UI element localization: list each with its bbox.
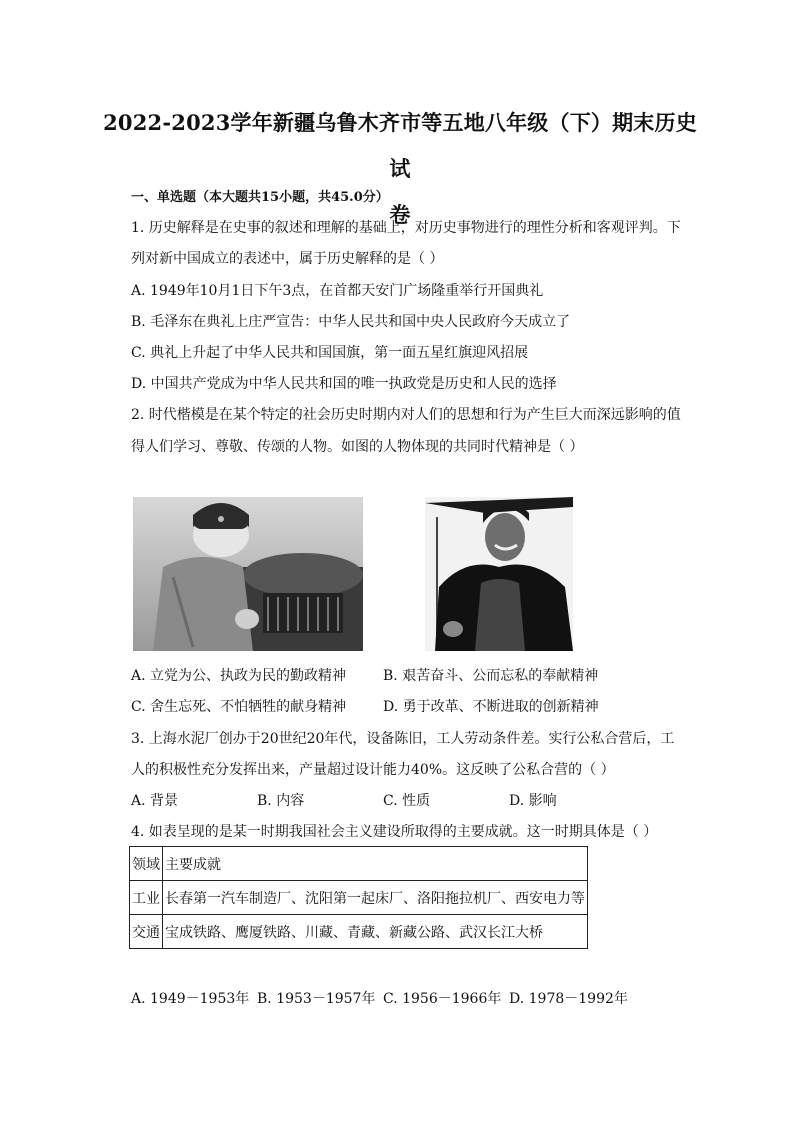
q1-option-b: B. 毛泽东在典礼上庄严宣告：中华人民共和国中央人民政府今天成立了 [131,314,571,330]
table-row [130,915,588,949]
table-cell: 长春第一汽车制造厂、沈阳第一起床厂、洛阳拖拉机厂、西安电力等 [163,881,588,915]
q1-option-d: D. 中国共产党成为中华人民共和国的唯一执政党是历史和人民的选择 [131,376,557,392]
title-line-2: 卷 [389,202,411,227]
table-cell: 宝成铁路、鹰厦铁路、川藏、青藏、新藏公路、武汉长江大桥 [163,915,588,949]
q4-option-d: D. 1978－1992年 [509,991,628,1007]
section-heading: 一、单选题（本大题共15小题，共45.0分） [131,190,389,205]
table-header-cell: 主要成就 [163,847,588,881]
q2-option-d: D. 勇于改革、不断进取的创新精神 [383,699,599,715]
q3-option-d: D. 影响 [509,793,557,809]
photo-soldier-truck [133,497,363,651]
q4-option-c: C. 1956－1966年 [383,991,502,1007]
q1-option-c: C. 典礼上升起了中华人民共和国国旗，第一面五星红旗迎风招展 [131,345,529,361]
q3-stem-line-1: 3. 上海水泥厂创办于20世纪20年代，设备陈旧，工人劳动条件差。实行公私合营后，工 [131,731,675,747]
q4-stem-line-1: 4. 如表呈现的是某一时期我国社会主义建设所取得的主要成就。这一时期具体是（ ） [131,824,658,840]
q2-option-a: A. 立党为公、执政为民的勤政精神 [131,668,347,684]
achievements-table [129,846,588,949]
q1-option-a: A. 1949年10月1日下午3点，在首都天安门广场隆重举行开国典礼 [131,283,544,299]
table-cell: 交通 [130,915,163,949]
table-cell: 工业 [130,881,163,915]
q4-option-b: B. 1953－1957年 [257,991,376,1007]
q1-stem-line-1: 1. 历史解释是在史事的叙述和理解的基础上，对历史事物进行的理性分析和客观评判。下 [131,220,681,236]
title-line-1: 2022-2023学年新疆乌鲁木齐市等五地八年级（下）期末历史试 [103,110,697,181]
q3-option-b: B. 内容 [257,793,305,809]
photo-man-portrait [425,497,573,651]
q4-option-a: A. 1949－1953年 [131,991,250,1007]
table-header-cell: 领域 [130,847,163,881]
q2-option-c: C. 舍生忘死、不怕牺牲的献身精神 [131,699,347,715]
q2-stem-line-1: 2. 时代楷模是在某个特定的社会历史时期内对人们的思想和行为产生巨大而深远影响的值 [131,407,681,423]
q3-option-a: A. 背景 [131,793,179,809]
q2-stem-line-2: 得人们学习、尊敬、传颂的人物。如图的人物体现的共同时代精神是（ ） [131,439,584,455]
table-header-row [130,847,588,881]
q3-stem-line-2: 人的积极性充分发挥出来，产量超过设计能力40%。这反映了公私合营的（ ） [131,762,615,778]
q3-option-c: C. 性质 [383,793,431,809]
q2-option-b: B. 艰苦奋斗、公而忘私的奉献精神 [383,668,599,684]
table-row [130,881,588,915]
q1-stem-line-2: 列对新中国成立的表述中，属于历史解释的是（ ） [131,251,444,267]
